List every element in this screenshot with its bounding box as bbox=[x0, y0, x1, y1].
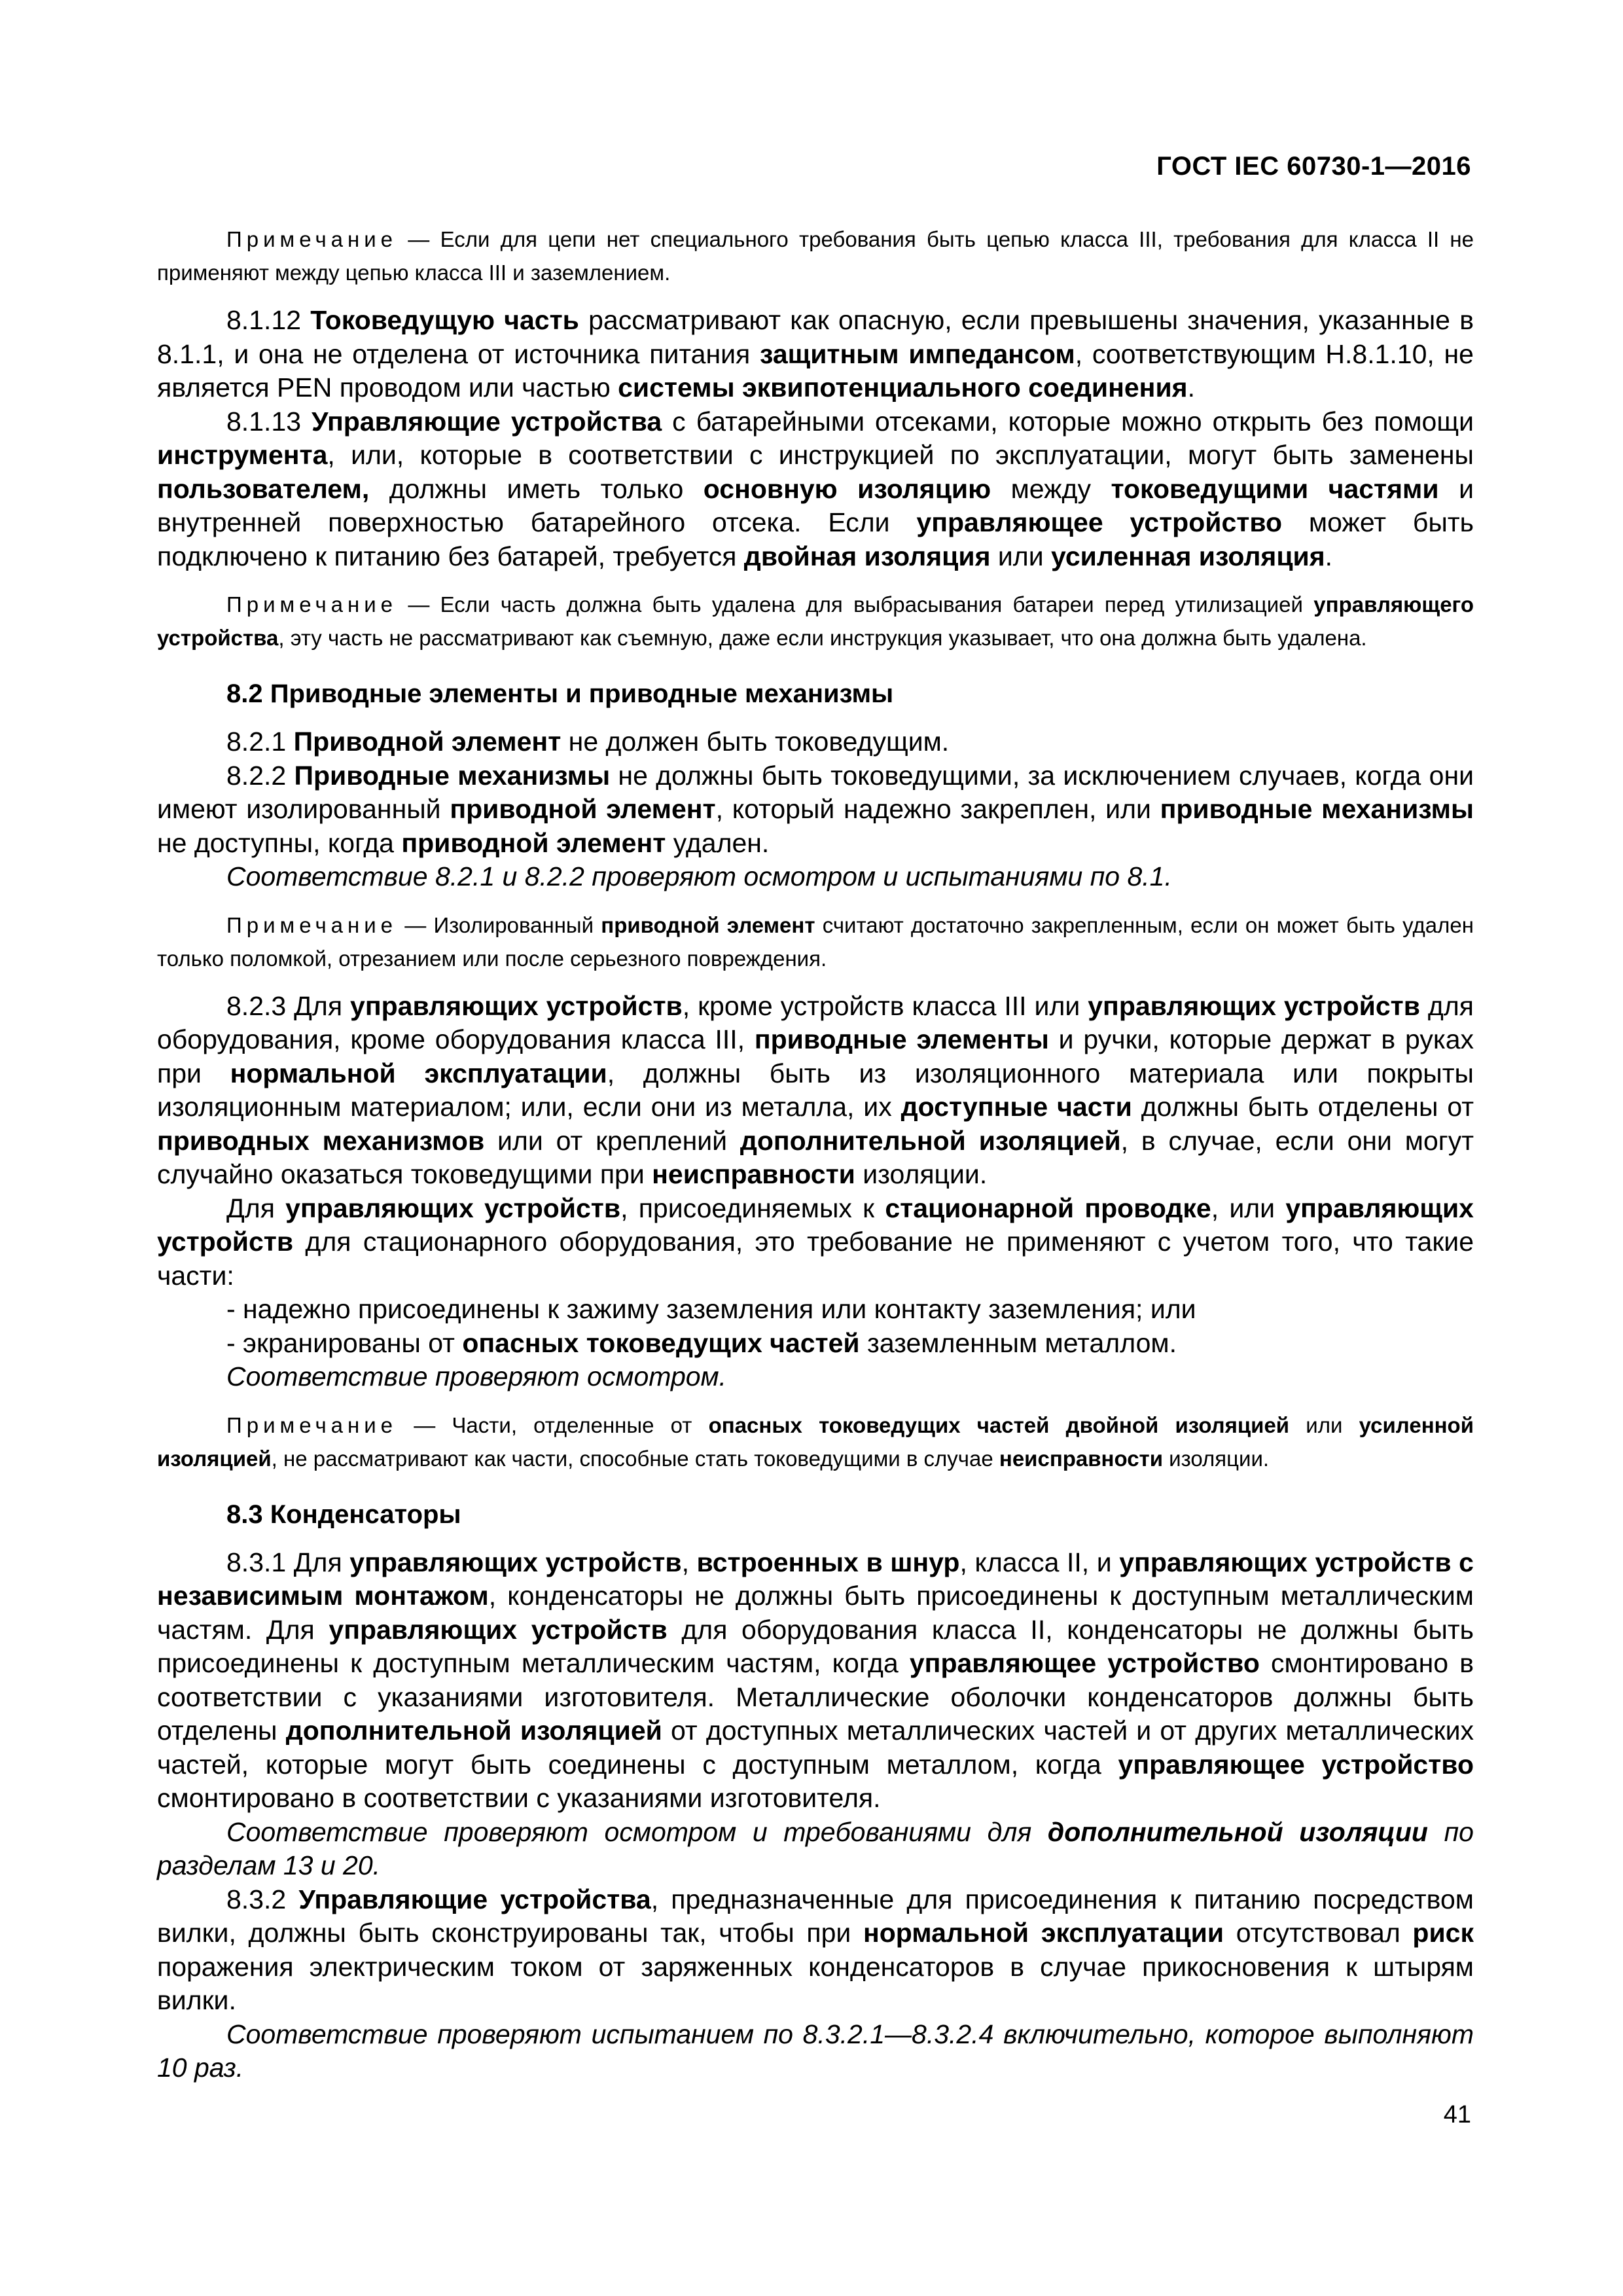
text-run: смонтировано в соответствии с указаниями изготовителя. bbox=[157, 1783, 881, 1813]
defined-term: нормальной эксплуатации bbox=[863, 1918, 1224, 1948]
defined-term: управляющих устройств bbox=[349, 1547, 682, 1577]
text-run: между bbox=[991, 473, 1111, 504]
text-run: 8.3.2 bbox=[226, 1884, 299, 1914]
list-item bbox=[157, 1327, 1474, 1361]
defined-term: управляющих устройств bbox=[285, 1193, 621, 1223]
defined-term: управляющих устройств bbox=[350, 990, 683, 1021]
text-run: , который надежно закреплен, или bbox=[715, 794, 1160, 824]
text-run: поражения электрическим током от заряженных конденсаторов в случае прикосновения к штырям вилки. bbox=[157, 1951, 1474, 2015]
note-paragraph bbox=[157, 1408, 1474, 1475]
page-number: 41 bbox=[1443, 2101, 1471, 2128]
text-run: и ручки, которые держат в руках при bbox=[157, 1024, 1474, 1088]
defined-term: управляющих устройств bbox=[329, 1614, 668, 1645]
text-run: изоляции. bbox=[855, 1159, 988, 1189]
note-label: Примечание bbox=[226, 227, 398, 251]
defined-term: управляющих устройств bbox=[157, 1193, 1474, 1257]
note-dash: — bbox=[397, 1412, 452, 1437]
text-run: Для bbox=[226, 1193, 286, 1223]
text-run: не должны быть токоведущими, за исключением случаев, когда они имеют изолированный bbox=[157, 760, 1474, 824]
text-run: Соответствие проверяют испытанием по 8.3.2.1—8.3.2.4 включительно, которое выполняют 10 раз. bbox=[157, 2018, 1474, 2083]
defined-term: двойная изоляция bbox=[743, 541, 991, 571]
standard-designation: ГОСТ IEC 60730-1—2016 bbox=[1156, 152, 1471, 181]
text-run: или bbox=[1289, 1412, 1359, 1437]
text-run: Если часть должна быть удалена для выбрасывания батареи перед утилизацией bbox=[440, 592, 1314, 617]
body-paragraph bbox=[157, 1546, 1474, 1816]
defined-term: системы эквипотенциального соединения bbox=[618, 372, 1188, 403]
defined-term: дополнительной изоляцией bbox=[285, 1715, 662, 1746]
defined-term: управляющее устройство bbox=[909, 1648, 1260, 1678]
text-run: для стационарного оборудования, это требование не применяют с учетом того, что такие части: bbox=[157, 1227, 1474, 1291]
defined-term: встроенных в шнур bbox=[696, 1547, 960, 1577]
text-run: , соответствующим H.8.1.10, не является PEN проводом или частью bbox=[157, 338, 1474, 403]
text-run: или от креплений bbox=[484, 1125, 740, 1156]
defined-term: управляющего устройства bbox=[157, 592, 1474, 650]
text-run: , класса II, и bbox=[959, 1547, 1120, 1577]
section-heading bbox=[157, 677, 1474, 711]
body-paragraph bbox=[157, 860, 1474, 894]
text-run: Если для цепи нет специального требования быть цепью класса III, требования для класса II не применяют между цепью класса III и заземлением. bbox=[157, 227, 1474, 285]
list-item bbox=[157, 1293, 1474, 1327]
text-run: , конденсаторы не должны быть присоединены к доступным металлическим частям. Для bbox=[157, 1581, 1474, 1645]
text-run: . bbox=[1187, 372, 1195, 403]
body-paragraph bbox=[157, 1360, 1474, 1394]
text-run: от доступных металлических частей и от других металлических частей, которые могут быть соединены с доступным металлом, когда bbox=[157, 1715, 1474, 1780]
text-run: Части, отделенные от bbox=[452, 1412, 709, 1437]
text-run: или bbox=[990, 541, 1052, 571]
text-run: 8.2.3 Для bbox=[226, 990, 351, 1021]
body-paragraph bbox=[157, 2018, 1474, 2085]
text-run: , не рассматривают как части, способные стать токоведущими в случае bbox=[271, 1446, 999, 1471]
defined-term: усиленная изоляция bbox=[1051, 541, 1325, 571]
defined-term: дополнительной изоляции bbox=[1047, 1816, 1428, 1847]
defined-term: Управляющие устройства bbox=[298, 1884, 651, 1914]
note-dash: — bbox=[397, 592, 440, 617]
defined-term: инструмента bbox=[157, 440, 328, 470]
defined-term: пользователем, bbox=[157, 473, 370, 504]
body-paragraph bbox=[157, 990, 1474, 1192]
note-paragraph bbox=[157, 908, 1474, 975]
defined-term: нормальной эксплуатации bbox=[230, 1058, 607, 1088]
text-run: 8.2.1 bbox=[226, 726, 294, 757]
defined-term: управляющее устройство bbox=[1118, 1749, 1474, 1780]
defined-term: приводной элемент bbox=[450, 794, 716, 824]
note-paragraph bbox=[157, 588, 1474, 655]
text-run: , эту часть не рассматривают как съемную, даже если инструкция указывает, что она должна быть удалена. bbox=[278, 626, 1367, 650]
text-run: заземленным металлом. bbox=[859, 1327, 1177, 1358]
text-run: считают достаточно закрепленным, если он может быть удален только поломкой, отрезанием или после серьезного повреждения. bbox=[157, 912, 1474, 971]
text-run: отсутствовал bbox=[1224, 1918, 1413, 1948]
text-run: - надежно присоединены к зажиму заземления или контакту заземления; или bbox=[226, 1294, 1196, 1324]
note-label: Примечание bbox=[226, 1412, 398, 1437]
text-run: 8.1.13 bbox=[226, 406, 312, 437]
text-run: и внутренней поверхностью батарейного отсека. Если bbox=[157, 473, 1474, 537]
text-run: , bbox=[681, 1547, 697, 1577]
defined-term: опасных токоведущих частей двойной изоляцией bbox=[708, 1412, 1290, 1437]
defined-term: Приводные механизмы bbox=[294, 760, 611, 791]
text-run: изоляции. bbox=[1163, 1446, 1270, 1471]
text-run: , или bbox=[1211, 1193, 1286, 1223]
defined-term: Токоведущую часть bbox=[310, 305, 579, 335]
text-run: , присоединяемых к bbox=[620, 1193, 885, 1223]
text-run: рассматривают как опасную, если превышены значения, указанные в 8.1.1, и она не отделена от источника питания bbox=[157, 305, 1474, 369]
note-paragraph bbox=[157, 223, 1474, 289]
defined-term: неисправности bbox=[999, 1446, 1164, 1471]
text-run: , должны быть из изоляционного материала или покрыты изоляционным материалом; или, если они из металла, их bbox=[157, 1058, 1474, 1122]
defined-term: риск bbox=[1412, 1918, 1474, 1948]
text-run: с батарейными отсеками, которые можно открыть без помощи bbox=[662, 406, 1474, 437]
text-run: Соответствие проверяют осмотром. bbox=[226, 1361, 727, 1391]
text-run: , или, которые в соответствии с инструкцией по эксплуатации, могут быть заменены bbox=[327, 440, 1474, 470]
text-run: , кроме устройств класса III или bbox=[682, 990, 1088, 1021]
text-run: - экранированы от bbox=[226, 1327, 463, 1358]
defined-term: приводных механизмов bbox=[157, 1125, 485, 1156]
defined-term: приводной элемент bbox=[401, 827, 666, 858]
body-paragraph bbox=[157, 405, 1474, 574]
text-run: 8.2.2 bbox=[226, 760, 294, 791]
defined-term: Приводной элемент bbox=[293, 726, 562, 757]
defined-term: Управляющие устройства bbox=[312, 406, 662, 437]
text-run: . bbox=[1325, 541, 1333, 571]
defined-term: токоведущими частями bbox=[1111, 473, 1439, 504]
defined-term: приводные механизмы bbox=[1160, 794, 1474, 824]
defined-term: защитным импедансом bbox=[759, 338, 1075, 369]
defined-term: основную изоляцию bbox=[703, 473, 991, 504]
text-run: Соответствие проверяют осмотром и требованиями для bbox=[226, 1816, 1048, 1847]
text-run: 8.2 Приводные элементы и приводные механизмы bbox=[226, 679, 894, 708]
defined-term: усиленной изоляцией bbox=[157, 1412, 1474, 1471]
text-run: по разделам 13 и 20. bbox=[157, 1816, 1474, 1880]
body-paragraph bbox=[157, 304, 1474, 405]
body-paragraph bbox=[157, 1816, 1474, 1883]
text-run: 8.1.12 bbox=[226, 305, 311, 335]
body-paragraph bbox=[157, 1192, 1474, 1293]
text-run: должны иметь только bbox=[369, 473, 704, 504]
body-paragraph bbox=[157, 759, 1474, 861]
document-body bbox=[157, 223, 1474, 2085]
defined-term: опасных токоведущих частей bbox=[462, 1327, 860, 1358]
text-run: может быть подключено к питанию без батарей, требуется bbox=[157, 507, 1474, 571]
defined-term: управляющих устройств с независимым монтажом bbox=[157, 1547, 1474, 1611]
text-run: 8.3 Конденсаторы bbox=[226, 1499, 461, 1529]
defined-term: стационарной проводке bbox=[885, 1193, 1211, 1223]
text-run: удален. bbox=[666, 827, 770, 858]
defined-term: дополнительной изоляцией bbox=[740, 1125, 1121, 1156]
text-run: смонтировано в соответствии с указаниями изготовителя. Металлические оболочки конденсаторов должны быть отделены bbox=[157, 1648, 1474, 1746]
text-run: должны быть отделены от bbox=[1132, 1092, 1474, 1122]
note-label: Примечание bbox=[226, 912, 398, 937]
body-paragraph bbox=[157, 725, 1474, 759]
note-dash: — bbox=[397, 912, 434, 937]
text-run: для оборудования, кроме оборудования класса III, bbox=[157, 990, 1474, 1054]
section-heading bbox=[157, 1498, 1474, 1532]
defined-term: управляющее устройство bbox=[916, 507, 1283, 537]
text-run: 8.3.1 Для bbox=[226, 1547, 350, 1577]
text-run: не должен быть токоведущим. bbox=[561, 726, 950, 757]
note-label: Примечание bbox=[226, 592, 398, 617]
text-run: , предназначенные для присоединения к питанию посредством вилки, должны быть сконструированы так, чтобы при bbox=[157, 1884, 1474, 1948]
defined-term: управляющих устройств bbox=[1088, 990, 1420, 1021]
text-run: для оборудования класса II, конденсаторы не должны быть присоединены к доступным металлическим частям, когда bbox=[157, 1614, 1474, 1678]
body-paragraph bbox=[157, 1883, 1474, 2018]
text-run: Соответствие 8.2.1 и 8.2.2 проверяют осмотром и испытаниями по 8.1. bbox=[226, 861, 1172, 891]
defined-term: доступные части bbox=[901, 1092, 1132, 1122]
defined-term: приводной элемент bbox=[601, 912, 815, 937]
defined-term: неисправности bbox=[652, 1159, 855, 1189]
text-run: не доступны, когда bbox=[157, 827, 402, 858]
note-dash: — bbox=[397, 227, 440, 251]
text-run: Изолированный bbox=[433, 912, 601, 937]
defined-term: приводные элементы bbox=[754, 1024, 1049, 1054]
text-run: , в случае, если они могут случайно оказаться токоведущими при bbox=[157, 1125, 1474, 1189]
